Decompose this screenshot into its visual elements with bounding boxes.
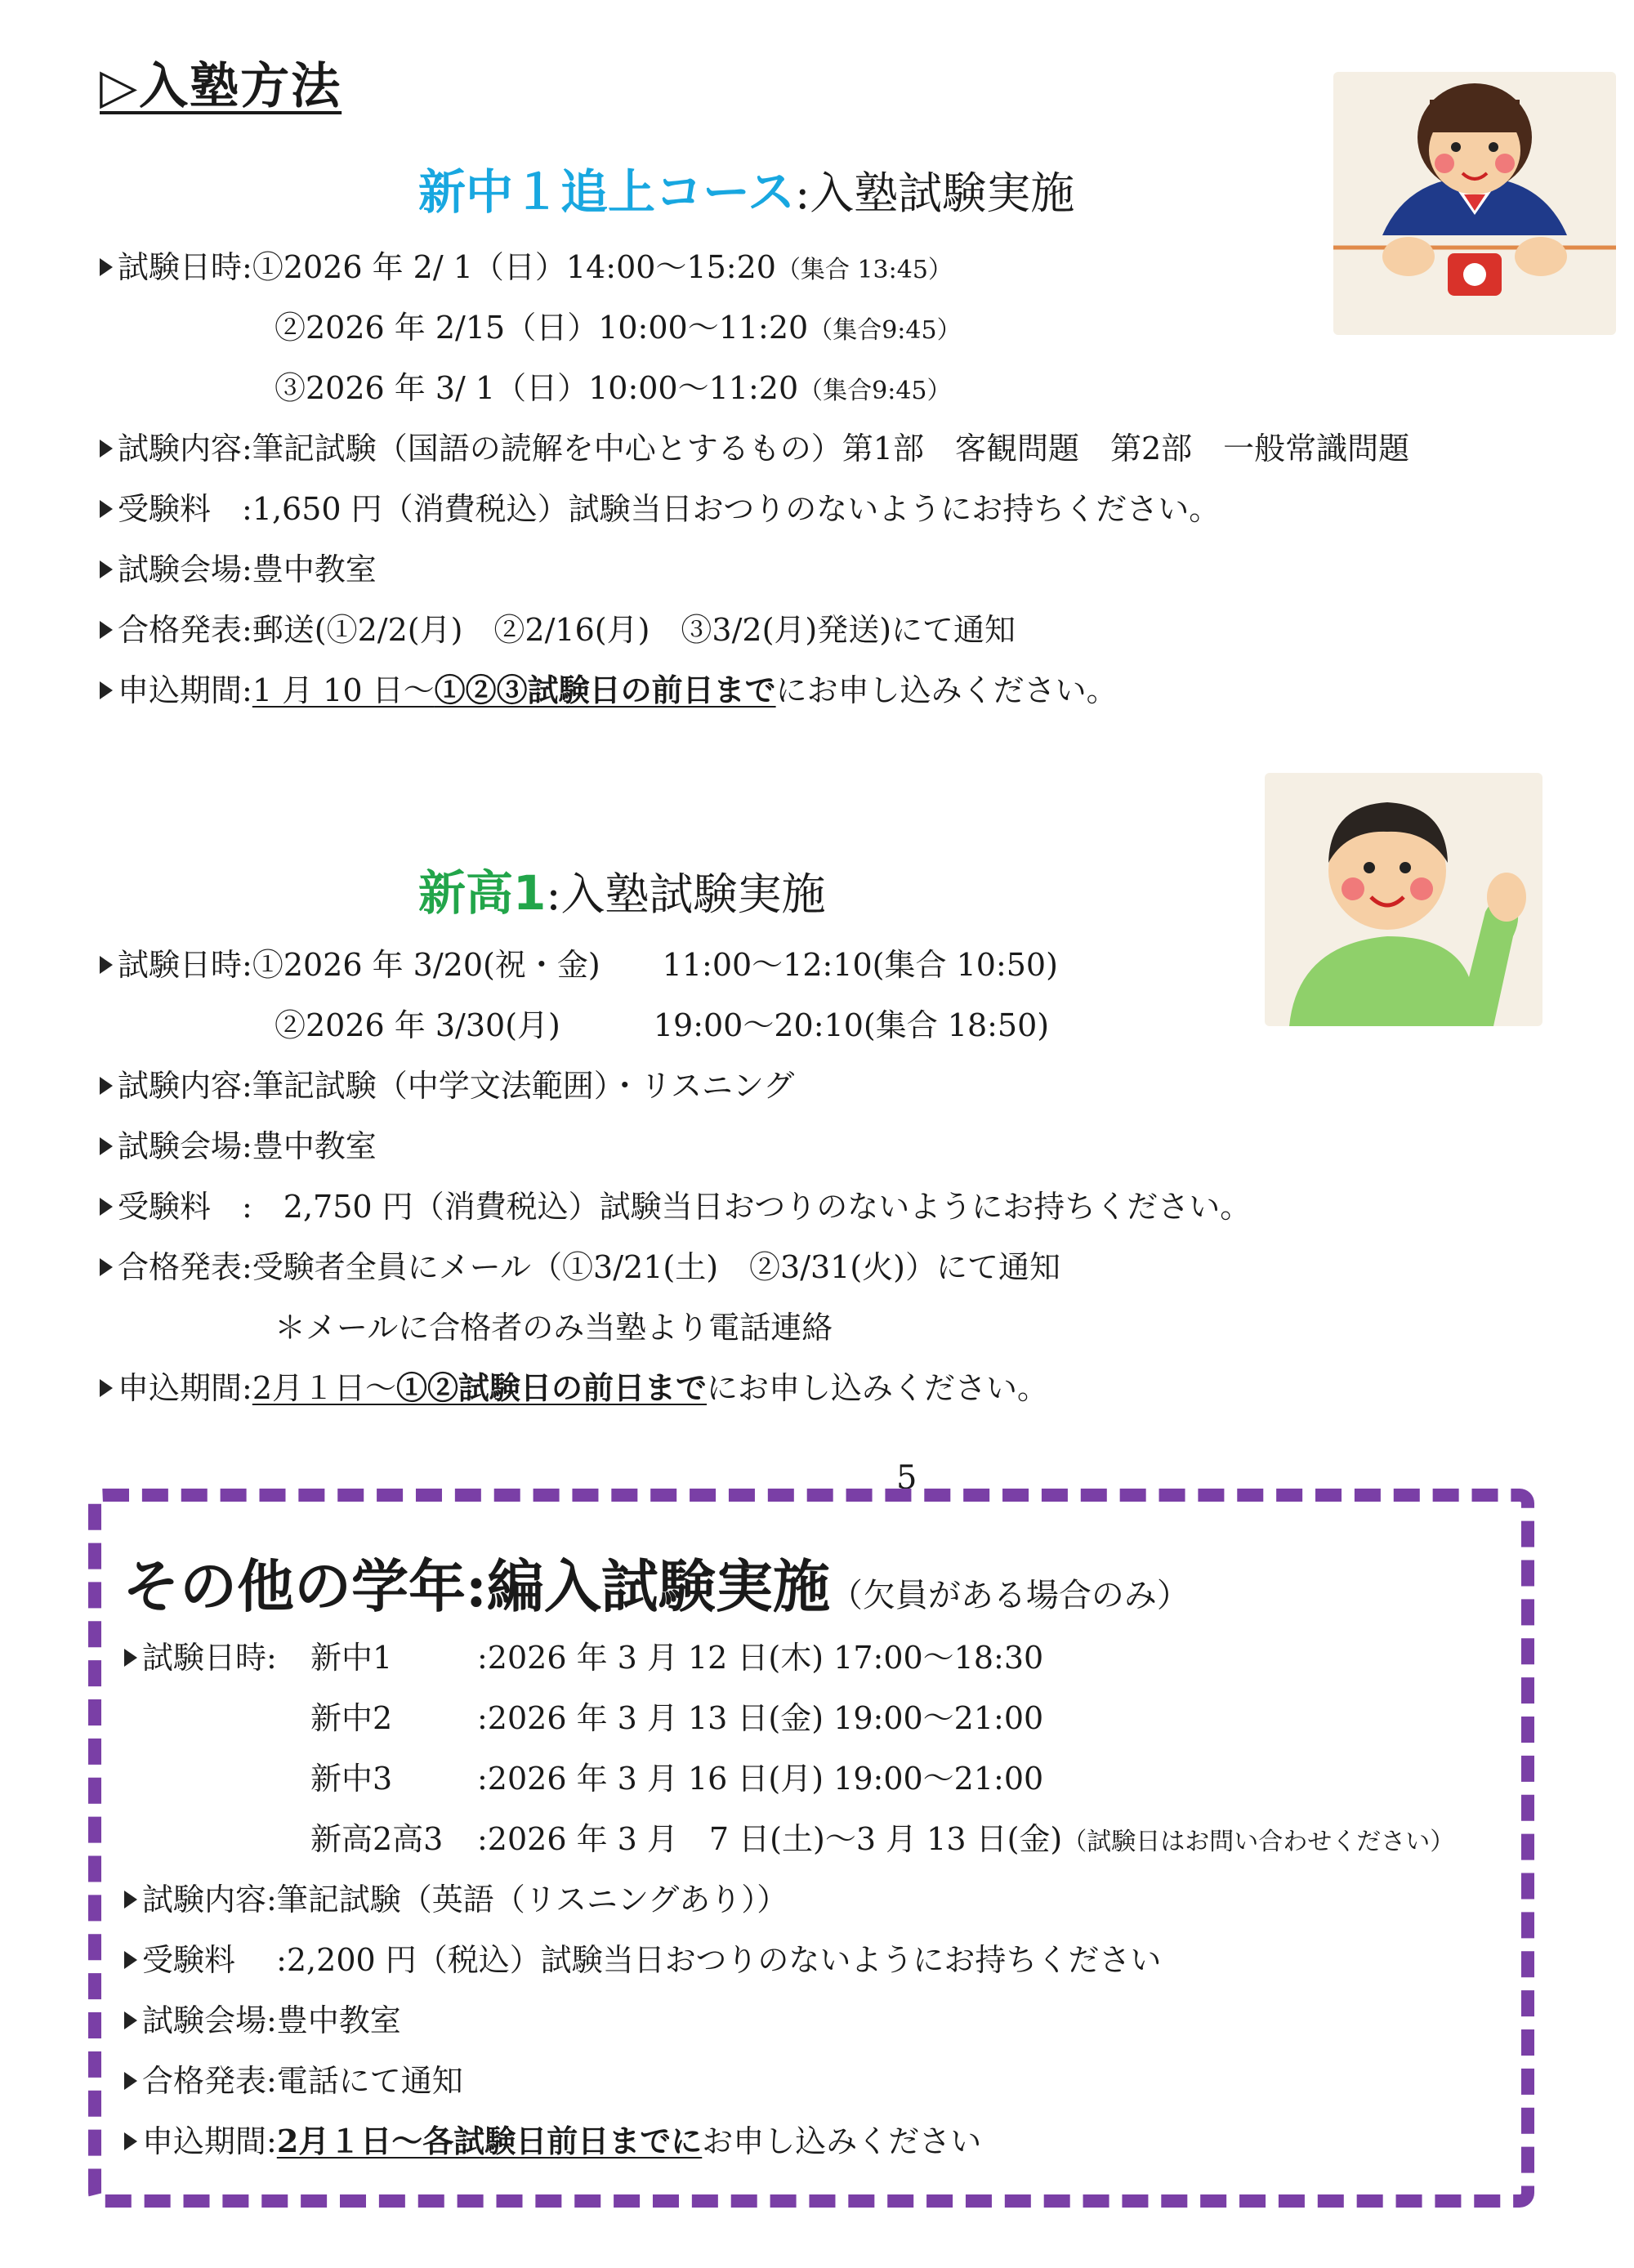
transfer-venue-row [124,2002,401,2038]
bullet-triangle-icon [124,1951,137,1969]
schedule-time-2: :2026 年 3 月 13 日(金) 19:00〜21:00 [477,1700,1044,1736]
transfer-fee-row [124,1944,1161,1976]
course-title-shinko1 [418,855,826,923]
apply-start: 2月１日〜 [252,1370,396,1406]
apply-deadline: ①②試験日の前日まで [396,1369,708,1406]
schedule-grade-2: 新中2 [310,1700,393,1736]
label: 申込期間: [142,2123,277,2159]
schedule-grade-1: 新中1 [310,1640,393,1676]
exam-result: 合格発表:受験者全員にメール（①3/21(土) ②3/31(火)）にて通知 [118,1249,1061,1285]
exam-date-row-2 [275,310,962,346]
exam-fee: 受験料 : 2,750 円（消費税込）試験当日おつりのないようにお持ちください。 [118,1189,1252,1225]
exam-date-row-1 [100,249,953,285]
exam-result-row [100,1249,1061,1285]
transfer-apply-row [124,2123,982,2159]
bullet-triangle-icon [100,440,113,458]
bullet-triangle-icon [100,681,113,699]
exam-result-note [275,1310,833,1346]
exam-venue: 試験会場:豊中教室 [118,1128,377,1164]
bullet-triangle-icon [124,1891,137,1909]
exam-fee-row [100,493,1220,525]
bullet-triangle-icon [100,956,113,974]
schedule-note: （試験日はお問い合わせください） [1062,1828,1455,1856]
transfer-date-row-1 [124,1640,277,1676]
label: 試験日時: [118,249,252,285]
bullet-triangle-icon [124,2072,137,2090]
bullet-triangle-icon [100,1379,113,1397]
label: 試験日時: [118,947,252,983]
exam-fee-row [100,1189,1252,1225]
apply-start: 1 月 10 日〜 [252,672,435,708]
schedule-time-3: :2026 年 3 月 16 日(月) 19:00〜21:00 [477,1761,1044,1797]
exam-content: 試験内容:筆記試験（英語（リスニングあり）） [142,1882,788,1918]
exam-content-row [100,431,1410,467]
exam-date-3: ③2026 年 3/ 1（日）10:00〜11:20 [275,370,799,406]
bullet-triangle-icon [124,2011,137,2029]
bullet-triangle-icon [100,621,113,639]
exam-date-1: ①2026 年 2/ 1（日）14:00〜15:20 [252,249,776,285]
apply-rest: にお申し込みください。 [775,672,1118,708]
bullet-triangle-icon [100,1258,113,1276]
bullet-triangle-icon [100,560,113,578]
exam-date-2: ②2026 年 2/15（日）10:00〜11:20 [275,310,809,346]
bullet-triangle-icon [100,1137,113,1155]
label: 申込期間: [118,672,252,708]
label: 申込期間: [118,1370,252,1406]
exam-result-row [100,612,1016,648]
apply-period-row [100,672,1118,708]
course-name: 新高1 [418,865,547,921]
exam-date-1: ①2026 年 3/20(祝・金) 11:00〜12:10(集合 10:50) [252,947,1058,983]
apply-rest: お申し込みください [702,2123,982,2159]
exam-result: 合格発表:電話にて通知 [142,2063,463,2099]
bullet-triangle-icon [100,1077,113,1095]
schedule-time-1: :2026 年 3 月 12 日(木) 17:00〜18:30 [477,1640,1044,1676]
girl-telephone-illustration [1333,72,1616,335]
bullet-triangle-icon [124,2132,137,2150]
page-number: 5 [896,1459,917,1497]
gather-time-note: （集合9:45） [808,316,962,345]
transfer-result-row [124,2063,463,2099]
page-heading: ▷入塾方法 [100,58,342,115]
transfer-exam-title [123,1541,1190,1623]
section-title-note: （欠員がある場合のみ） [829,1577,1190,1614]
schedule-grade-4: 新高2高3 [310,1821,444,1857]
gather-time-note: （集合 13:45） [775,256,953,284]
boy-waving-illustration [1265,773,1542,1026]
exam-venue: 試験会場:豊中教室 [142,2002,401,2038]
exam-date-row-1 [100,947,1058,983]
schedule-grade-3: 新中3 [310,1761,393,1797]
exam-venue-row [100,1128,377,1164]
schedule-time: :2026 年 3 月 7 日(土)〜3 月 13 日(金) [477,1821,1063,1857]
bullet-triangle-icon [100,258,113,276]
exam-content: 試験内容:筆記試験（中学文法範囲）・リスニング [118,1068,795,1104]
apply-rest: にお申し込みください。 [707,1370,1049,1406]
exam-result: 合格発表:郵送(①2/2(月) ②2/16(月) ③3/2(月)発送)にて通知 [118,612,1016,648]
exam-venue-row [100,551,377,587]
exam-date-2: ②2026 年 3/30(月) 19:00〜20:10(集合 18:50) [275,1007,1050,1043]
apply-period-row [100,1369,1049,1406]
exam-venue: 試験会場:豊中教室 [118,551,377,587]
bullet-triangle-icon [100,500,113,518]
apply-deadline: ①②③試験日の前日まで [434,672,776,708]
exam-fee: 受験料 :1,650 円（消費税込）試験当日おつりのないようにお持ちください。 [118,491,1221,527]
bullet-triangle-icon [124,1649,137,1667]
result-note: ＊メールに合格者のみ当塾より電話連絡 [275,1310,833,1346]
course-title-shinchu1 [418,154,1074,222]
exam-date-row-2 [275,1007,1050,1043]
bullet-triangle-icon [100,1198,113,1216]
exam-content-row [100,1068,795,1104]
label: 試験日時: [142,1640,277,1676]
course-name: 新中１追上コース [418,164,796,220]
apply-deadline: 2月１日〜各試験日前日までに [276,2123,703,2159]
exam-content: 試験内容:筆記試験（国語の読解を中心とするもの）第1部 客観問題 第2部 一般常識問題 [118,431,1410,467]
course-subtitle: :入塾試験実施 [795,167,1075,219]
transfer-content-row [124,1882,788,1918]
exam-fee: 受験料 :2,200 円（税込）試験当日おつりのないようにお持ちください [142,1942,1162,1978]
gather-time-note: （集合9:45） [798,377,952,405]
exam-date-row-3 [275,370,952,406]
course-subtitle: :入塾試験実施 [546,868,826,920]
schedule-time-4 [477,1821,1455,1857]
section-title: その他の学年:編入試験実施 [123,1552,830,1620]
